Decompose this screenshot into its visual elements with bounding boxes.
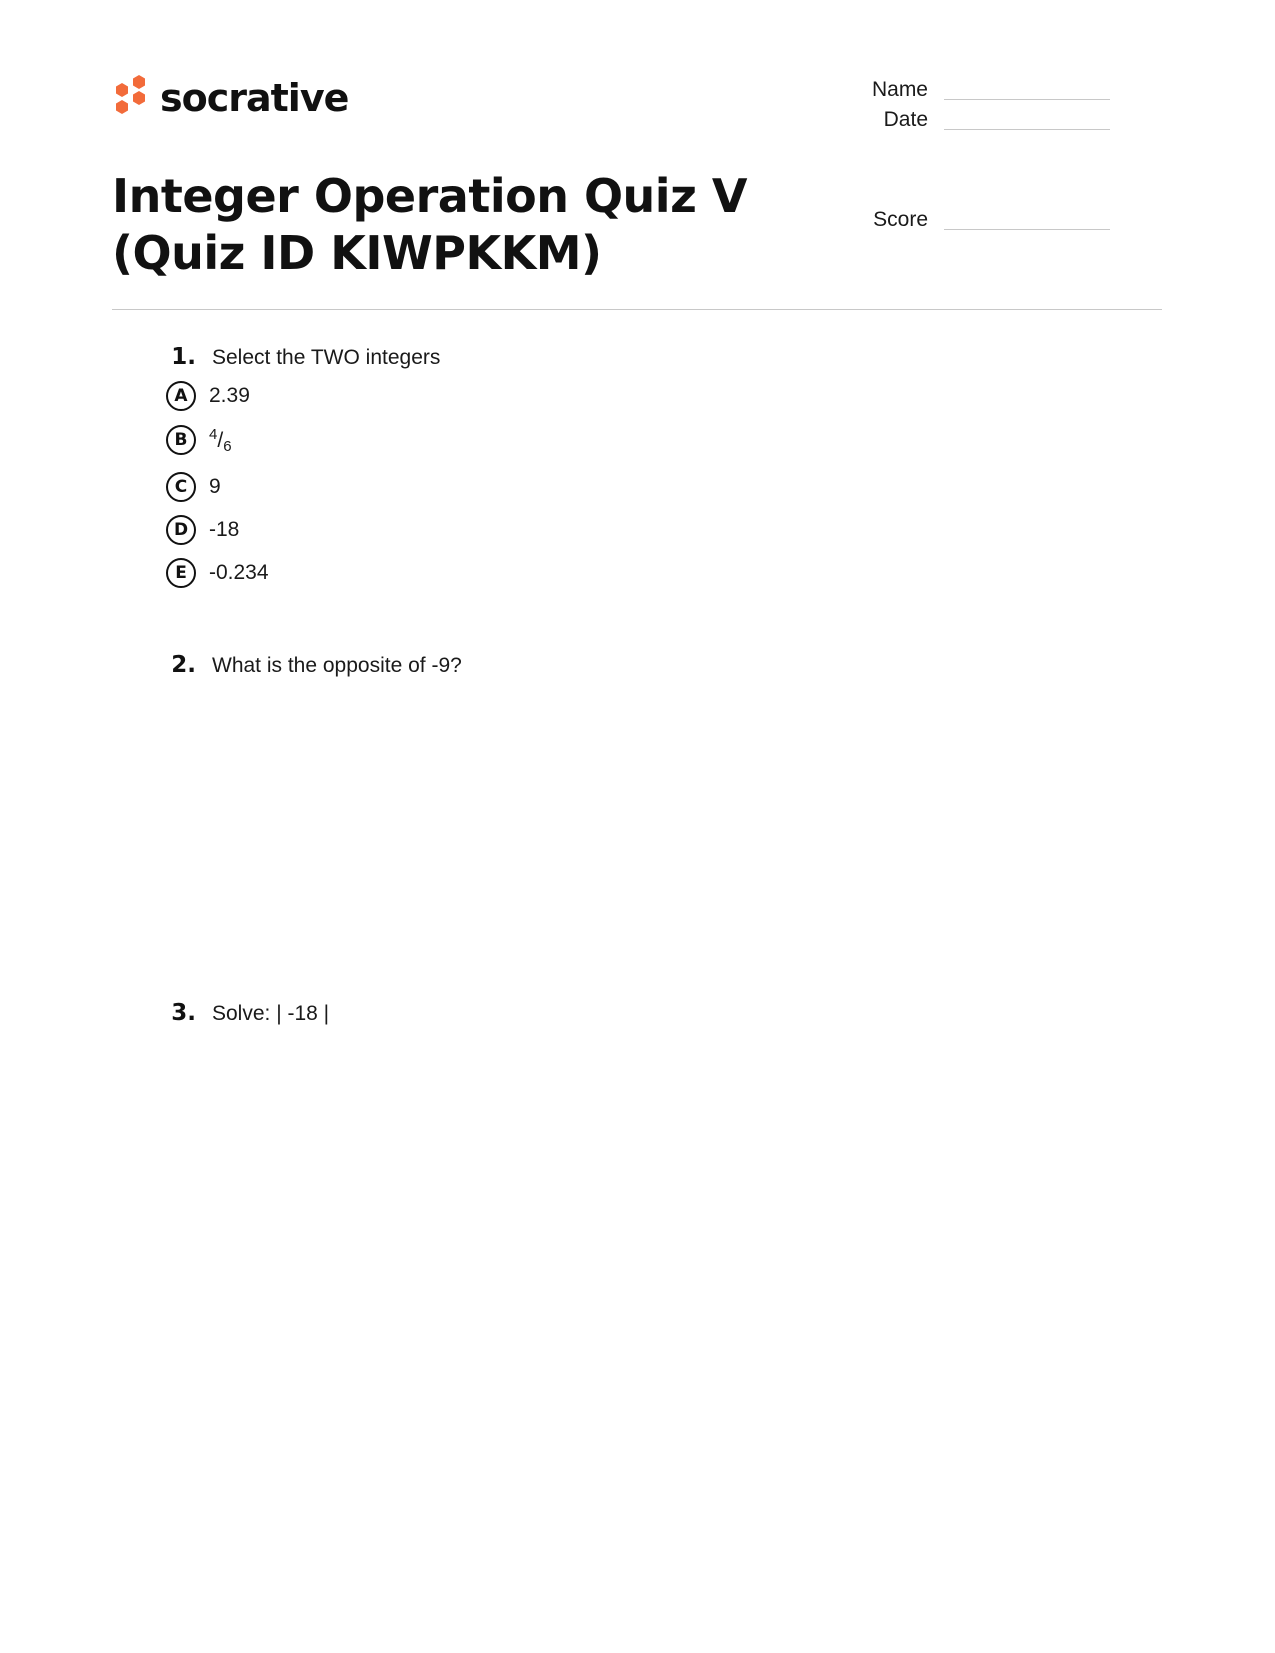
choice-b[interactable] bbox=[166, 425, 232, 455]
brand-wordmark: socrative bbox=[160, 76, 349, 120]
choice-bubble[interactable]: B bbox=[166, 425, 196, 455]
question-text: What is the opposite of -9? bbox=[212, 654, 462, 677]
date-field[interactable] bbox=[808, 108, 1110, 132]
question-header bbox=[160, 344, 1060, 370]
choice-bubble[interactable]: A bbox=[166, 381, 196, 411]
socrative-logo bbox=[112, 72, 348, 124]
name-field[interactable] bbox=[808, 78, 1110, 102]
choice-fraction bbox=[209, 426, 232, 455]
choice-bubble[interactable]: D bbox=[166, 515, 196, 545]
choice-c[interactable] bbox=[166, 472, 221, 502]
question-1 bbox=[160, 344, 1060, 594]
question-3 bbox=[160, 1000, 1060, 1026]
question-number: 1. bbox=[171, 344, 196, 370]
date-line[interactable] bbox=[944, 129, 1110, 130]
question-2 bbox=[160, 652, 1060, 678]
choice-a[interactable] bbox=[166, 381, 250, 411]
score-field[interactable] bbox=[808, 208, 1110, 232]
choice-d[interactable] bbox=[166, 515, 239, 545]
question-header bbox=[160, 1000, 1060, 1026]
fraction-slash: / bbox=[217, 428, 224, 452]
question-header bbox=[160, 652, 1060, 678]
choice-text: 2.39 bbox=[209, 384, 250, 407]
question-text: Select the TWO integers bbox=[212, 346, 441, 369]
hexagon-cluster-icon bbox=[112, 73, 150, 123]
score-label: Score bbox=[873, 208, 928, 231]
fraction-numerator: 4 bbox=[209, 425, 218, 443]
quiz-title: Integer Operation Quiz V (Quiz ID KIWPKKM) bbox=[112, 169, 747, 280]
choice-text: 9 bbox=[209, 475, 221, 498]
question-number: 2. bbox=[171, 652, 196, 678]
name-label: Name bbox=[871, 78, 928, 101]
choice-e[interactable] bbox=[166, 558, 269, 588]
choice-bubble[interactable]: C bbox=[166, 472, 196, 502]
question-text: Solve: | -18 | bbox=[212, 1002, 330, 1025]
choice-bubble[interactable]: E bbox=[166, 558, 196, 588]
choice-text: -0.234 bbox=[209, 561, 269, 584]
name-line[interactable] bbox=[944, 99, 1110, 100]
date-label: Date bbox=[883, 108, 928, 131]
fraction-denominator: 6 bbox=[223, 437, 232, 455]
score-line[interactable] bbox=[944, 229, 1110, 230]
header-divider bbox=[112, 309, 1162, 310]
question-number: 3. bbox=[171, 1000, 196, 1026]
choice-text: -18 bbox=[209, 518, 240, 541]
